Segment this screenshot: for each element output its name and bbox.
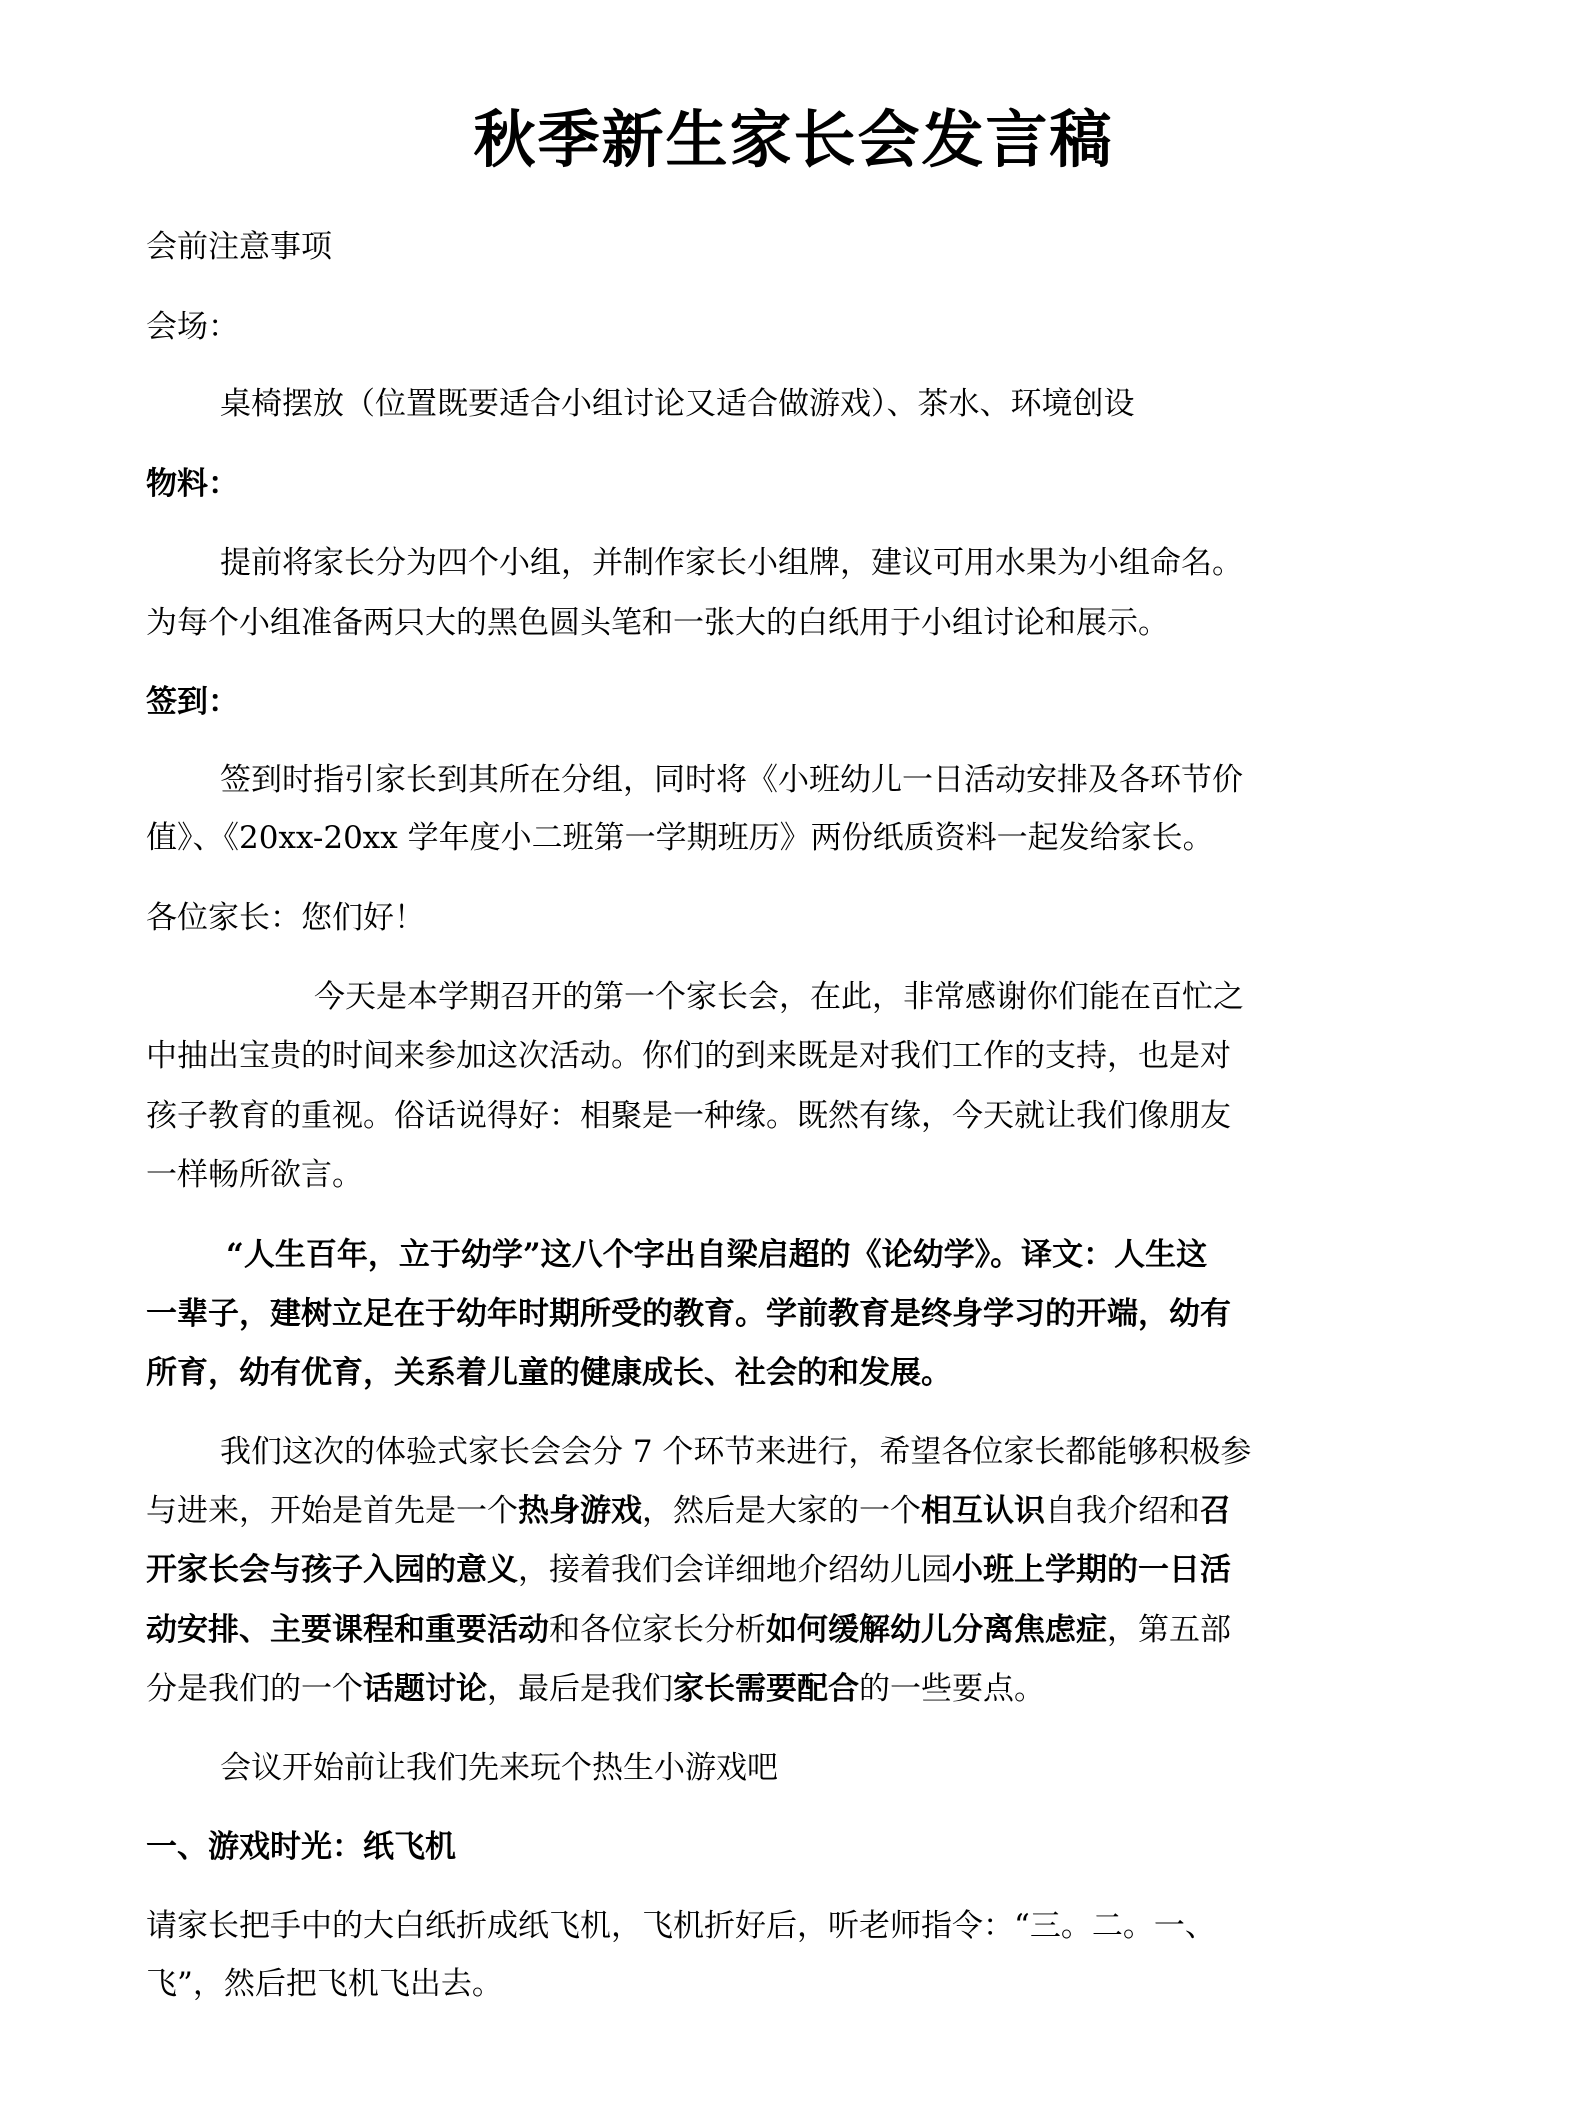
document-title: 秋季新生家长会发言稿: [473, 103, 1114, 176]
agenda-line: [146, 1610, 1446, 1650]
signin-line: 签到时指引家长到其所在分组，同时将《小班幼儿一日活动安排及各环节价: [220, 762, 1243, 798]
quote-line: 所育，幼有优育，关系着儿童的健康成长、社会的和发展。: [146, 1355, 952, 1391]
agenda-highlight: 家长需要配合: [673, 1671, 859, 1707]
agenda-text: 与进来，开始是首先是一个: [146, 1493, 518, 1529]
agenda-line: [146, 1669, 1446, 1709]
quote-line: “人生百年，立于幼学”这八个字出自梁启超的《论幼学》。译文：人生这: [226, 1237, 1208, 1273]
venue-heading: 会场：: [146, 309, 239, 345]
agenda-highlight: 热身游戏: [518, 1493, 642, 1529]
agenda-text: 分是我们的一个: [146, 1671, 363, 1707]
intro-line: 今天是本学期召开的第一个家长会，在此，非常感谢你们能在百忙之: [314, 979, 1244, 1015]
agenda-text: 和各位家长分析: [549, 1612, 766, 1648]
agenda-highlight: 召: [1200, 1493, 1231, 1529]
agenda-text: 自我介绍和: [1045, 1493, 1200, 1529]
signin-heading: 签到：: [146, 684, 239, 720]
materials-line: 提前将家长分为四个小组，并制作家长小组牌，建议可用水果为小组命名。: [220, 545, 1243, 581]
agenda-line: [146, 1491, 1446, 1531]
warmup-intro: 会议开始前让我们先来玩个热生小游戏吧: [220, 1750, 778, 1786]
agenda-text: ，第五部: [1107, 1612, 1231, 1648]
venue-text: 桌椅摆放（位置既要适合小组讨论又适合做游戏）、茶水、环境创设: [220, 386, 1135, 422]
agenda-highlight: 话题讨论: [363, 1671, 487, 1707]
pre-meeting-heading: 会前注意事项: [146, 229, 332, 265]
materials-heading: 物料：: [146, 466, 239, 502]
agenda-highlight: 如何缓解幼儿分离焦虑症: [766, 1612, 1107, 1648]
materials-line: 为每个小组准备两只大的黑色圆头笔和一张大的白纸用于小组讨论和展示。: [146, 605, 1169, 641]
agenda-highlight: 开家长会与孩子入园的意义: [146, 1552, 518, 1588]
quote-line: 一辈子，建树立足在于幼年时期所受的教育。学前教育是终身学习的开端，幼有: [146, 1296, 1231, 1332]
intro-line: 孩子教育的重视。俗话说得好：相聚是一种缘。既然有缘，今天就让我们像朋友: [146, 1098, 1231, 1134]
agenda-line: 我们这次的体验式家长会会分 7 个环节来进行，希望各位家长都能够积极参: [220, 1434, 1252, 1470]
agenda-text: 的一些要点。: [859, 1671, 1045, 1707]
agenda-highlight: 动安排、主要课程和重要活动: [146, 1612, 549, 1648]
intro-line: 一样畅所欲言。: [146, 1157, 363, 1193]
agenda-text: ，然后是大家的一个: [642, 1493, 921, 1529]
agenda-text: ，接着我们会详细地介绍幼儿园: [518, 1552, 952, 1588]
intro-line: 中抽出宝贵的时间来参加这次活动。你们的到来既是对我们工作的支持，也是对: [146, 1038, 1231, 1074]
section1-line: 飞”，然后把飞机飞出去。: [146, 1966, 503, 2002]
greeting: 各位家长：您们好！: [146, 900, 425, 936]
section1-line: 请家长把手中的大白纸折成纸飞机，飞机折好后，听老师指令：“三。二。一、: [146, 1908, 1216, 1944]
agenda-text: ，最后是我们: [487, 1671, 673, 1707]
agenda-highlight: 小班上学期的一日活: [952, 1552, 1231, 1588]
agenda-line: [146, 1550, 1446, 1590]
agenda-highlight: 相互认识: [921, 1493, 1045, 1529]
section1-heading: 一、游戏时光：纸飞机: [146, 1829, 456, 1865]
signin-line: 值》、《20xx-20xx 学年度小二班第一学期班历》两份纸质资料一起发给家长。: [146, 820, 1214, 856]
